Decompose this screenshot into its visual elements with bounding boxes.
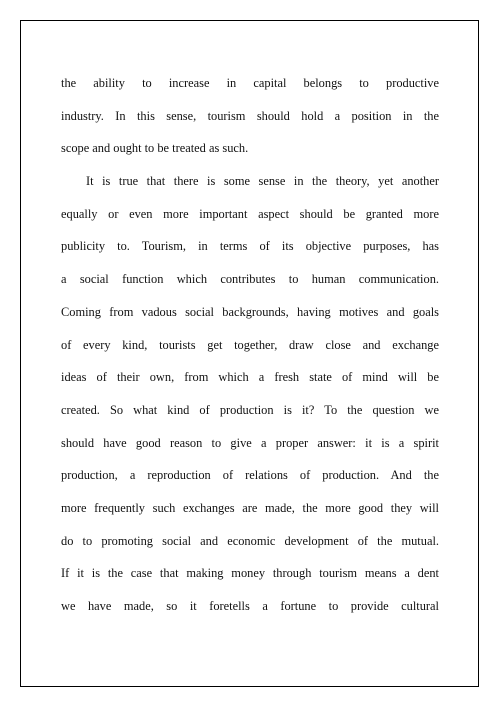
- text-line: Coming from vadous social backgrounds, having motives and goals: [61, 304, 439, 319]
- text-line: If it is the case that making money through tourism means a dent: [61, 566, 439, 581]
- text-line: production, a reproduction of relations of production. And the: [61, 468, 439, 483]
- text-line: equally or even more important aspect should be granted more: [61, 206, 439, 221]
- text-line: more frequently such exchanges are made, the more good they will: [61, 500, 439, 515]
- text-line: publicity to. Tourism, in terms of its objective purposes, has: [61, 239, 439, 254]
- document-body: [61, 67, 439, 623]
- text-line: created. So what kind of production is it? To the question we: [61, 402, 439, 417]
- text-line: industry. In this sense, tourism should hold a position in the: [61, 108, 439, 123]
- text-line: ideas of their own, from which a fresh state of mind will be: [61, 370, 439, 385]
- text-line: of every kind, tourists get together, draw close and exchange: [61, 337, 439, 352]
- text-line: It is true that there is some sense in the theory, yet another: [86, 174, 439, 189]
- text-line: scope and ought to be treated as such.: [61, 141, 249, 156]
- text-line: do to promoting social and economic development of the mutual.: [61, 533, 439, 548]
- text-line: the ability to increase in capital belongs to productive: [61, 76, 439, 90]
- text-line: a social function which contributes to human communication.: [61, 272, 439, 287]
- text-line: we have made, so it foretells a fortune to provide cultural: [61, 599, 439, 613]
- text-line: should have good reason to give a proper answer: it is a spirit: [61, 435, 439, 450]
